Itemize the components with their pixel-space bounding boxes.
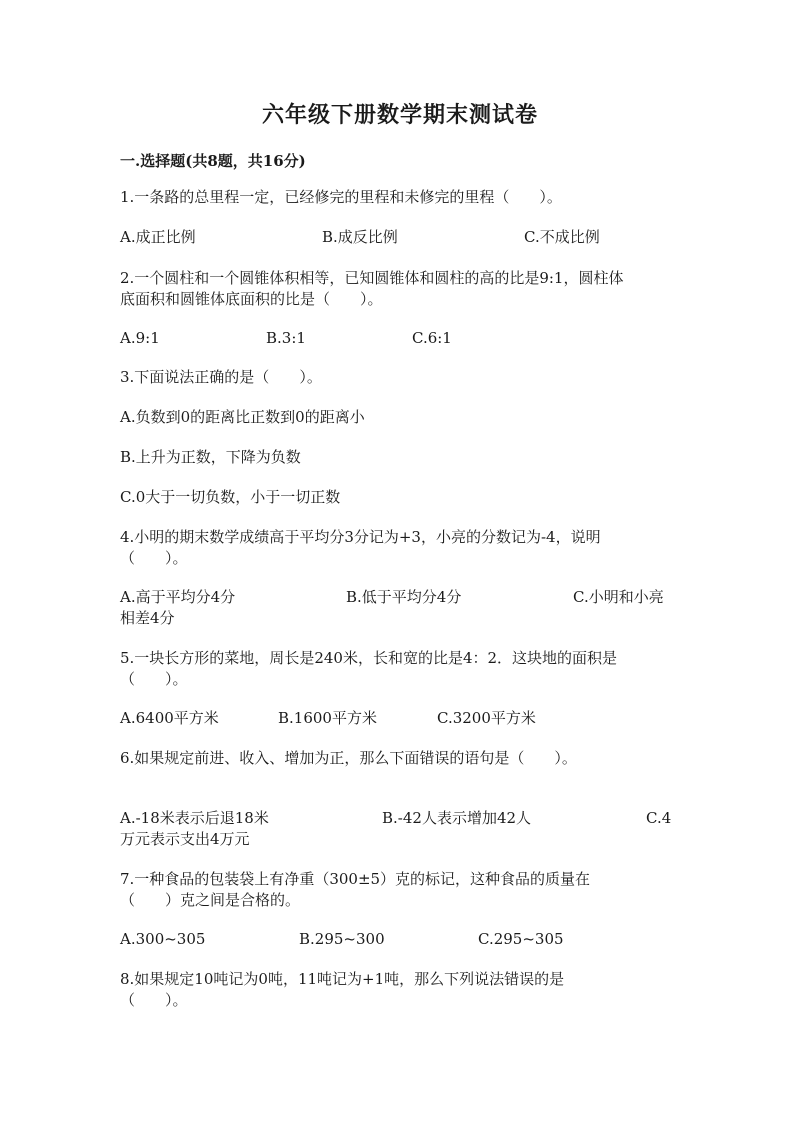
question-4-option-a: A.高于平均分4分 xyxy=(120,588,236,606)
question-7-option-b: B.295~300 xyxy=(299,930,385,948)
question-2-option-a: A.9:1 xyxy=(120,329,160,347)
question-6-stem: 6.如果规定前进、收入、增加为正，那么下面错误的语句是（ ）。 xyxy=(120,749,577,767)
section-heading: 一.选择题(共8题，共16分) xyxy=(120,152,306,170)
question-6-option-b: B.-42人表示增加42人 xyxy=(382,809,532,827)
question-7-option-c: C.295~305 xyxy=(478,930,564,948)
question-5-option-c: C.3200平方米 xyxy=(437,709,536,727)
question-5-option-b: B.1600平方米 xyxy=(278,709,377,727)
question-3-option-b: B.上升为正数，下降为负数 xyxy=(120,448,301,466)
question-3-option-a: A.负数到0的距离比正数到0的距离小 xyxy=(120,408,365,426)
question-1-option-a: A.成正比例 xyxy=(120,228,196,246)
question-1-option-c: C.不成比例 xyxy=(524,228,600,246)
question-5-option-a: A.6400平方米 xyxy=(120,709,219,727)
question-3-stem: 3.下面说法正确的是（ ）。 xyxy=(120,368,322,386)
question-4-option-b: B.低于平均分4分 xyxy=(346,588,462,606)
question-1-stem: 1.一条路的总里程一定，已经修完的里程和未修完的里程（ ）。 xyxy=(120,188,562,206)
question-2-option-b: B.3:1 xyxy=(266,329,306,347)
question-6-option-a: A.-18米表示后退18米 xyxy=(120,809,269,827)
question-6-option-c-continued: 万元表示支出4万元 xyxy=(120,830,250,848)
question-7-option-a: A.300~305 xyxy=(120,930,206,948)
question-7-stem-line-1: 7.一种食品的包装袋上有净重（300±5）克的标记，这种食品的质量在 xyxy=(120,870,591,888)
question-2-stem-line-2: 底面积和圆锥体底面积的比是（ ）。 xyxy=(120,290,383,308)
question-4-stem-line-1: 4.小明的期末数学成绩高于平均分3分记为+3，小亮的分数记为-4，说明 xyxy=(120,528,601,546)
question-5-stem-line-2: （ ）。 xyxy=(120,670,188,688)
question-7-stem-line-2: （ ）克之间是合格的。 xyxy=(120,891,301,909)
question-4-option-c: C.小明和小亮 xyxy=(573,588,664,606)
page-title: 六年级下册数学期末测试卷 xyxy=(261,102,538,128)
question-3-option-c: C.0大于一切负数，小于一切正数 xyxy=(120,488,341,506)
question-4-stem-line-2: （ ）。 xyxy=(120,549,188,567)
question-6-option-c: C.4 xyxy=(646,809,672,827)
question-4-option-c-continued: 相差4分 xyxy=(120,609,175,627)
question-8-stem-line-1: 8.如果规定10吨记为0吨，11吨记为+1吨，那么下列说法错误的是 xyxy=(120,970,565,988)
question-1-option-b: B.成反比例 xyxy=(322,228,398,246)
question-2-stem-line-1: 2.一个圆柱和一个圆锥体积相等，已知圆锥体和圆柱的高的比是9:1，圆柱体 xyxy=(120,269,624,287)
question-5-stem-line-1: 5.一块长方形的菜地，周长是240米，长和宽的比是4：2．这块地的面积是 xyxy=(120,649,618,667)
question-2-option-c: C.6:1 xyxy=(412,329,452,347)
question-8-stem-line-2: （ ）。 xyxy=(120,991,188,1009)
